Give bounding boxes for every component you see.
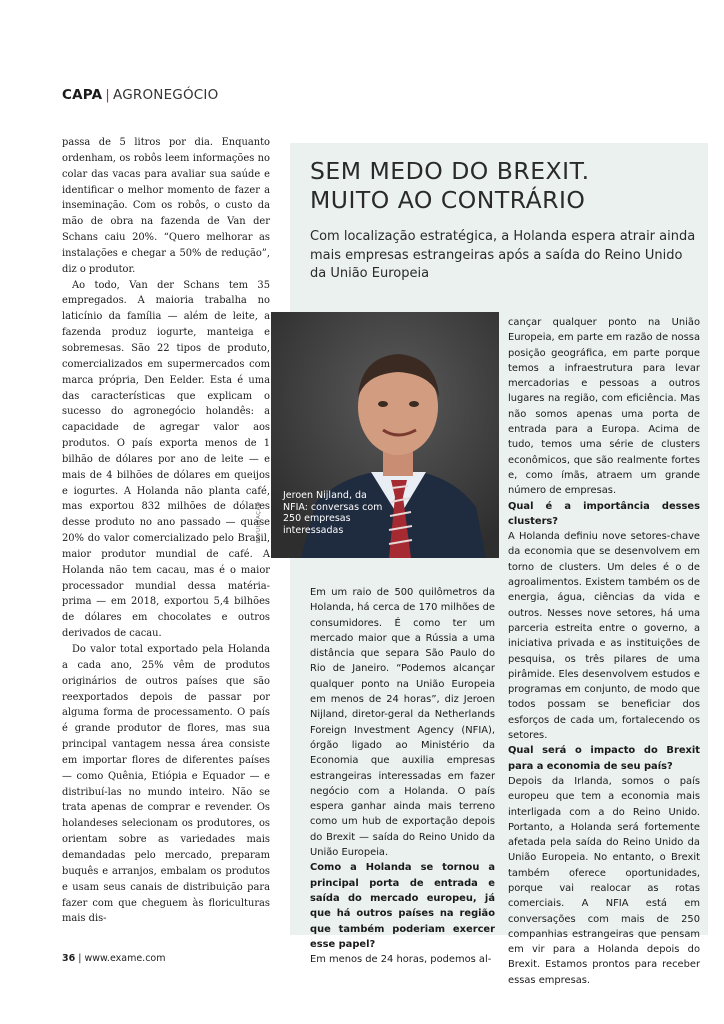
answer-text: Depois da Irlanda, somos o país europeu que tem a economia mais interligada com a do Reino Unido. Portanto, a Holanda será fortemente afetada pela saída do Reino Unido da União Europeia. No entanto, o Brexit também oferece oportunidades, porque vai realocar as rotas comerciais. A NFIA está em conversações com mais de 250 companhias estrangeiras que pensam em vir para a Holanda depois do Brexit. Estamos prontos para receber essas empresas. xyxy=(508,775,700,986)
article-paragraph: passa de 5 litros por dia. Enquanto ordenham, os robôs leem informações no colar das vacas para avaliar sua saúde e identificar o melhor momento de fazer a inseminação. Com os robôs, o custo da mão de obra na fazenda de Van der Schans caiu 20%. “Quero melhorar as instalações e chegar a 50% de redução”, diz o produtor. xyxy=(62,137,270,275)
question-heading: Como a Holanda se tornou a principal porta de entrada e saída do mercado europeu, já que há outros países na região que também poderiam exercer esse papel? xyxy=(310,862,495,950)
answer-text: Em menos de 24 horas, podemos al- xyxy=(310,954,492,966)
boxout-title-line: MUITO AO CONTRÁRIO xyxy=(310,186,586,214)
interview-intro: Em um raio de 500 quilômetros da Holanda, há cerca de 170 milhões de consumidores. É como ter um mercado maior que a Rússia a uma distância que separa São Paulo do Rio de Janeiro. “Podemos alcançar qualquer ponto na União Europeia em menos de 24 horas”, diz Jeroen Nijland, diretor-geral da Netherlands Foreign Investment Agency (NFIA), órgão ligado ao Ministério da Economia que auxilia empresas estrangeiras interessadas em fazer negócio com a Holanda. O país espera ganhar ainda mais terreno como um hub de exportação depois do Brexit — saída do Reino Unido da União Europeia. xyxy=(310,587,495,859)
page-footer xyxy=(62,953,166,964)
answer-text: A Holanda definiu nove setores-chave da economia que se desenvolvem em torno de clusters. Um deles é o de agroalimentos. Existem também os de energia, água, ciências da vida e outros. Nesses nove setores, há uma parceria estreita entre o governo, a iniciativa privada e as instituições de pesquisa, os três pilares de uma pirâmide. Eles desenvolvem estudos e programas em conjunto, de modo que todos possam se beneficiar dos esforços de cada um, fortalecendo os setores. xyxy=(508,531,700,742)
left-column-article xyxy=(62,135,270,927)
section-label: CAPA xyxy=(62,87,103,103)
section-separator: | xyxy=(105,87,111,103)
footer-site: www.exame.com xyxy=(84,953,166,964)
photo-credit: DIVULGAÇÃO xyxy=(256,501,262,543)
article-paragraph: Do valor total exportado pela Holanda a cada ano, 25% vêm de produtos originários de outros países que são reexportados depois de passar por alguma forma de processamento. O país é grande produtor de flores, mas sua principal vantagem nessa área consiste em importar flores de diferentes países — como Quênia, Etiópia e Equador — e distribuí-las no mundo inteiro. Não se trata apenas de comprar e revender. Os holandeses selecionam os produtores, os orientam sobre as variedades mais demandadas pelo mercado, preparam buquês e arranjos, embalam os produtos e usam seus canais de distribuição para fazer com que cheguem às floriculturas mais dis- xyxy=(62,644,270,925)
section-header xyxy=(62,87,218,103)
question-heading: Qual é a importância desses clusters? xyxy=(508,500,700,527)
boxout-dek: Com localização estratégica, a Holanda espera atrair ainda mais empresas estrangeiras após a saída do Reino Unido da União Europeia xyxy=(310,229,696,281)
question-heading: Qual será o impacto do Brexit para a economia de seu país? xyxy=(508,745,700,772)
article-paragraph: Ao todo, Van der Schans tem 35 empregados. A maioria trabalha no laticínio da família — além de leite, a fazenda produz iogurte, manteiga e sobremesas. São 22 tipos de produto, comercializados em supermercados com marca própria, Den Eelder. Esta é uma das características que explicam o sucesso do agronegócio holandês: a capacidade de agregar valor aos produtos. O país exporta menos de 1 bilhão de dólares por ano de leite — e mais de 4 bilhões de dólares em queijos e iogurtes. A Holanda não planta café, mas exportou 832 milhões de dólares desse produto no ano passado — quase 20% do valor comercializado pelo Brasil, maior produtor mundial de café. A Holanda não tem cacau, mas é o maior processador mundial dessa matéria-prima — em 2018, exportou 5,4 bilhões de dólares em chocolates e outros derivados de cacau. xyxy=(62,279,270,640)
photo-caption: Jeroen Nijland, da NFIA: conversas com 250 empresas interessadas xyxy=(283,490,383,536)
interview-right-column xyxy=(508,315,700,988)
boxout-title-line: SEM MEDO DO BREXIT. xyxy=(310,157,590,185)
footer-separator: | xyxy=(78,953,82,964)
boxout-title xyxy=(310,157,700,215)
interview-middle-column xyxy=(310,585,495,967)
page-number: 36 xyxy=(62,953,76,964)
subsection-label: AGRONEGÓCIO xyxy=(113,87,219,103)
answer-text: cançar qualquer ponto na União Europeia, em parte em razão de nossa posição geográfica, em parte porque temos a infraestrutura para levar mercadorias e pessoas a outros lugares na região, com eficiência. Mas não somos apenas uma porta de entrada para a Europa. Acima de tudo, temos uma série de clusters econômicos, que são realmente fortes e, como ímãs, atraem um grande número de empresas. xyxy=(508,317,700,497)
